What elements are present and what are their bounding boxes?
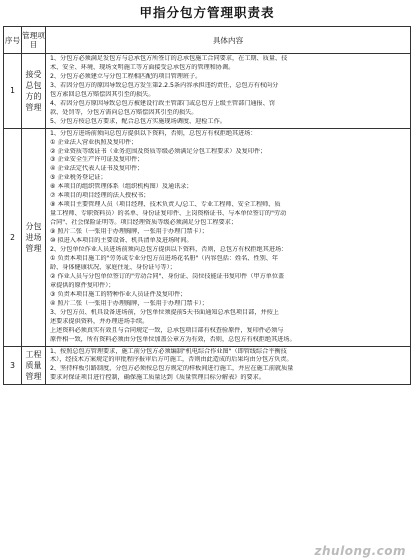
content-line: 4、若因分包方原因导致总包方被建设行政主管部门或总包方上级主管部门通报、罚	[50, 99, 275, 107]
content-line: ② 作业人员与分包单位签订的"劳动合同"、身份证、岗位技能证书复印件（甲方单位盖	[50, 272, 285, 280]
table-row	[4, 128, 411, 346]
table-row	[4, 54, 411, 129]
row-content	[46, 346, 411, 385]
header-content: 具体内容	[46, 27, 411, 54]
content-line: 1、按照总包方管理要求，施工前分包方必须编制"机电综合作业图"（即管线综合平衡技	[50, 347, 287, 355]
content-line: 2、分包单位作业人员进场前须向总包方提供以下资料，否则，总包方有权拒绝其进场：	[50, 246, 288, 254]
row-seq: 1	[4, 54, 22, 129]
content-line: ⑩ 拟进入本项目的主要设备、机具清单及进场时间。	[50, 237, 193, 245]
content-line: 合同"、社会保险证明等。项目经理资质等级必须满足分包工程要求；	[50, 219, 238, 227]
content-line: ① 企业法人营业执照及复印件；	[50, 138, 138, 146]
table-header-row	[4, 27, 411, 54]
header-item: 管理项目	[22, 27, 46, 54]
row-seq: 2	[4, 128, 22, 346]
table-row	[4, 346, 411, 385]
row-item: 分包进场管理	[22, 128, 46, 346]
content-line: 上述资料必须真实有效且与合同规定一致，总承包项目部有权查验原件，复印件必须与	[50, 326, 284, 334]
content-line: 要求对保证项目进行控制，确保施工质量达到《质量管理目标分解表》的要求。	[50, 374, 265, 382]
content-line: 包方索回总包方赔偿因其引至的损失。	[50, 90, 155, 98]
content-line: 量工程师、专职资料员）的名单、身份证复印件、上岗资格证书、与本单位签订的"劳动	[50, 210, 287, 218]
content-line: ② 企业资质等级证书（业务范围及资质等级必须满足分包工程要求）及复印件；	[50, 147, 267, 155]
content-line: ① 负责本项目施工的"劳务或专业分包方员进场花名册"（内容包括：姓名、性别、年	[50, 254, 279, 262]
content-line: 章提供的原件复印件）；	[50, 281, 115, 289]
content-line: 2、分包方必须建立与分包工程相匹配的项目管理班子。	[50, 72, 202, 80]
content-line: 龄、身体健康状况、家庭住址、身份证号等）；	[50, 263, 176, 271]
content-line: ⑦ 本项目的项目经理的法人授权书；	[50, 192, 150, 200]
row-content	[46, 54, 411, 129]
content-line: ③ 企业安全生产许可证及复印件；	[50, 156, 144, 164]
content-line: 2、坚持样板引路制度，分包方必须按总包方规定的样板间进行施工，并应在施工前就质量	[50, 365, 294, 373]
page-title: 甲指分包方管理职责表	[139, 5, 275, 20]
row-item: 工程质量管理	[22, 346, 46, 385]
content-line: 术、安全、环境、现场文明施工等方面接受总承包方的管理和协调。	[50, 63, 235, 71]
content-line: ⑤ 企业税务登记证；	[50, 174, 107, 182]
content-line: 原件相一致，所有资料必须由分包单位加盖公章方为有效，否则，总包方有权拒绝其进场。	[50, 335, 296, 343]
watermark: zhulong.com	[314, 544, 406, 558]
content-line: 5、分包方按总包方要求，配合总包方实施现场调度、迎检工作。	[50, 117, 226, 125]
content-line: ④ 照片二张（一张用于办理胸牌，一张用于办理门禁卡）；	[50, 299, 208, 307]
content-line: 3、若因分包方的原因导致总包方发生第2.2.5条内容承担违约责任，总包方有权向分	[50, 81, 279, 89]
content-line: 1、分包方必须满足发包方与总承包方所签订的总承包施工合同要求，在工期、质量、技	[50, 55, 288, 62]
row-content	[46, 128, 411, 346]
content-line: ⑧ 本项目主要管理人员（项目经理、技术负责人/总工、专业工程师、安全工程师、质	[50, 201, 281, 209]
content-line: 款、处罚等，分包方需向总包方赔偿因其引至的损失。	[50, 108, 198, 116]
content-line: 述要求提供资料，并办理进场手续。	[50, 317, 149, 325]
header-seq: 序号	[4, 27, 22, 54]
content-line: ④ 企业法定代表人证书及复印件；	[50, 165, 144, 173]
row-item: 接受总包方的管理	[22, 54, 46, 129]
responsibility-table	[3, 26, 411, 385]
row-seq: 3	[4, 346, 22, 385]
content-line: ⑨ 照片二张（一张用于办理胸牌，一张用于办理门禁卡）；	[50, 228, 208, 236]
content-line: 3、分包方员、机具设备进场前，分包单位须提前5天书面通知总承包项目部，并按上	[50, 308, 279, 316]
content-line: ③ 负责本项目施工的特种作业人员证件及复印件；	[50, 290, 187, 298]
content-line: 1、分包方进场前须向总包方提供以下资料，否则，总包方有权拒绝其进场：	[50, 129, 257, 137]
content-line: 术），经技术方案规定的审批程序报审后方可施工，否则由此造成的后果均由分包方负责。	[50, 356, 293, 364]
content-line: ⑥ 本项目的组织管理体系（组织机构图）及通讯录；	[50, 183, 193, 191]
